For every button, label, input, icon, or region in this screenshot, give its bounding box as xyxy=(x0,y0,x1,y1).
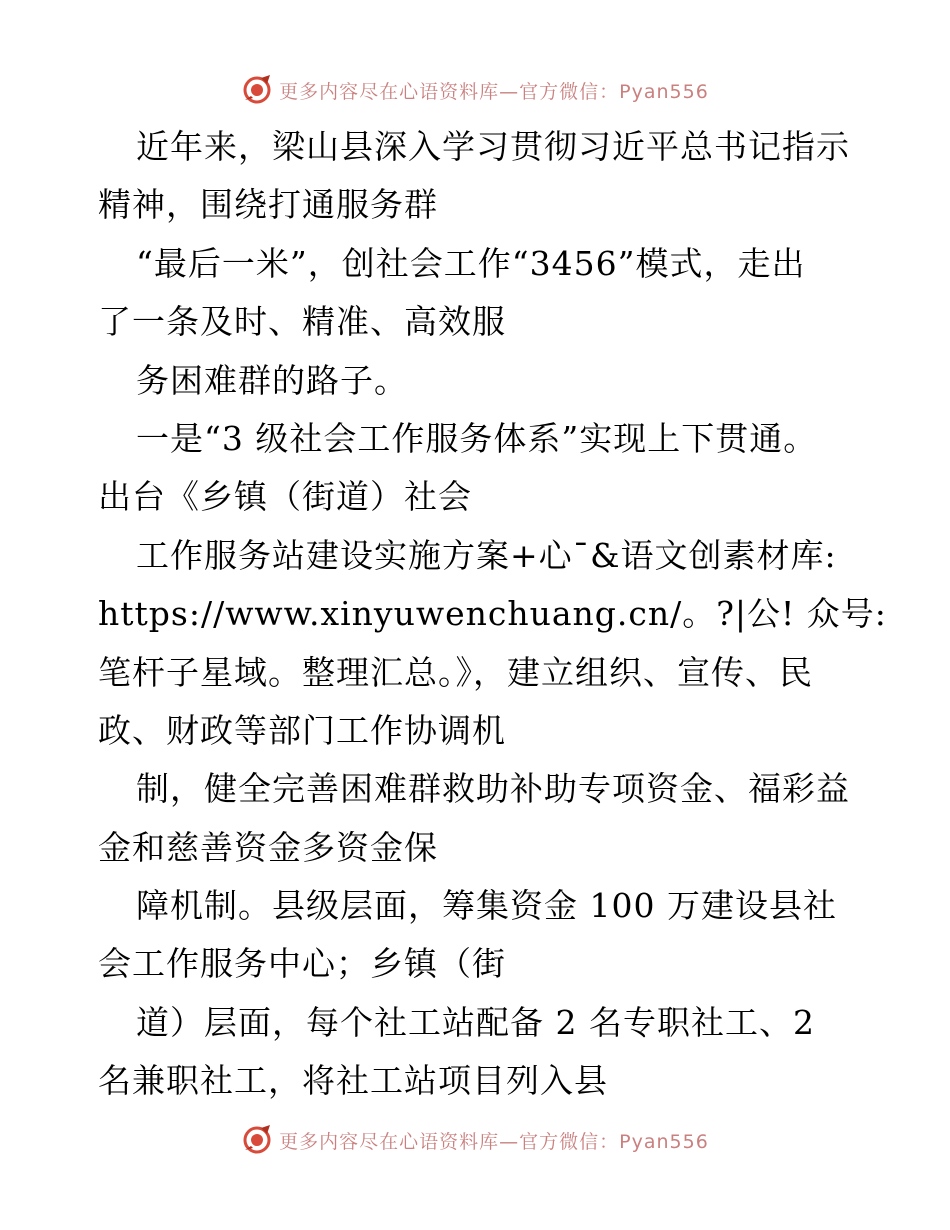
body-line: 制，健全完善困难群救助补助专项资金、福彩益 xyxy=(136,769,850,809)
footer-banner-inner xyxy=(241,1124,709,1156)
body-line: 出台《乡镇（街道）社会 xyxy=(98,477,472,517)
body-line: 金和慈善资金多资金保 xyxy=(98,827,438,867)
header-banner-text: 更多内容尽在心语资料库—官方微信：Pyan556 xyxy=(279,80,709,103)
header-banner xyxy=(0,70,950,110)
body-line: 务困难群的路子。 xyxy=(136,360,408,400)
footer-banner-text: 更多内容尽在心语资料库—官方微信：Pyan556 xyxy=(279,1130,709,1153)
red-pen-logo-icon xyxy=(241,74,273,106)
body-line: 障机制。县级层面，筹集资金 100 万建设县社 xyxy=(136,886,837,926)
body-line: “最后一米”，创社会工作“3456”模式，走出 xyxy=(136,243,806,283)
body-line: 精神，围绕打通服务群 xyxy=(98,185,438,225)
body-line: 近年来，梁山县深入学习贯彻习近平总书记指示 xyxy=(136,127,850,166)
body-line: 了一条及时、精准、高效服 xyxy=(98,302,506,342)
body-line: 会工作服务中心；乡镇（街 xyxy=(98,944,506,984)
body-line: 工作服务站建设实施方案+心¯&语文创素材库: xyxy=(136,535,837,575)
body-line: 名兼职社工，将社工站项目列入县 xyxy=(98,1061,608,1101)
red-pen-logo-icon xyxy=(241,1124,273,1156)
document-body xyxy=(98,118,887,1111)
body-line: 笔杆子星域。整理汇总。》，建立组织、宣传、民 xyxy=(98,652,813,692)
body-line: 政、财政等部门工作协调机 xyxy=(98,710,506,750)
header-banner-inner xyxy=(241,74,709,106)
body-line: 道）层面，每个社工站配备 2 名专职社工、2 xyxy=(136,1002,815,1042)
body-line: https://www.xinyuwenchuang.cn/。?|公! 众号: xyxy=(98,594,887,634)
body-line: 一是“3 级社会工作服务体系”实现上下贯通。 xyxy=(136,418,818,458)
footer-banner xyxy=(0,1120,950,1160)
